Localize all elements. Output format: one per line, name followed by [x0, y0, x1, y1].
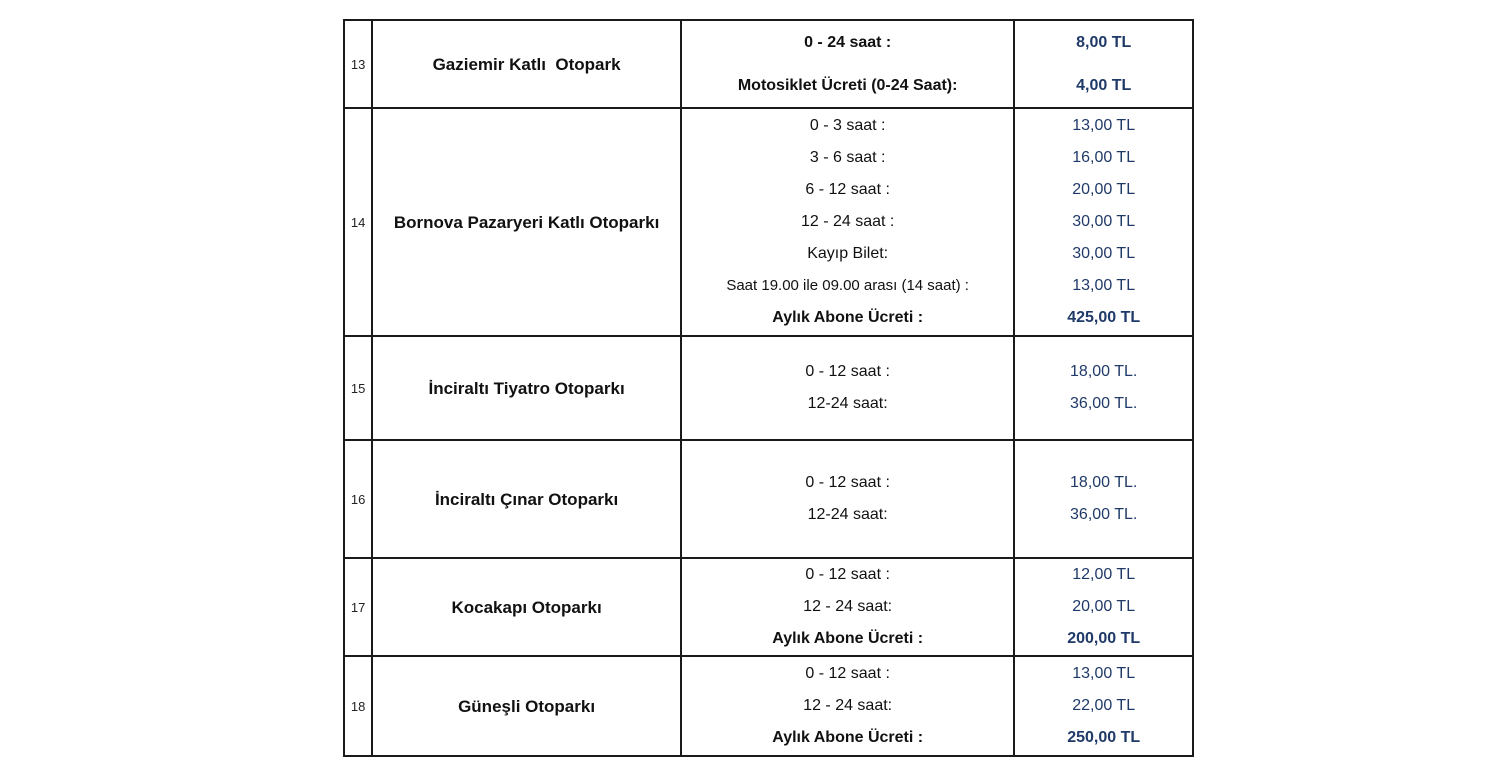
price-value: 30,00 TL [1072, 245, 1136, 262]
price-value: 20,00 TL [1072, 181, 1136, 198]
price-value: 36,00 TL. [1070, 395, 1138, 412]
row-number: 16 [344, 440, 372, 558]
price-cell [1014, 336, 1193, 440]
parking-name: Güneşli Otoparkı [372, 656, 681, 756]
parking-name: Bornova Pazaryeri Katlı Otoparkı [372, 108, 681, 336]
period-label: 6 - 12 saat : [805, 181, 890, 198]
row-number: 14 [344, 108, 372, 336]
table-row [344, 440, 1193, 558]
period-label: 0 - 12 saat : [805, 665, 890, 682]
price-cell [1014, 440, 1193, 558]
price-value: 13,00 TL [1072, 665, 1136, 682]
price-value: 250,00 TL [1067, 729, 1141, 746]
parking-name: İnciraltı Çınar Otoparkı [372, 440, 681, 558]
period-label: 12 - 24 saat: [803, 598, 893, 615]
period-label: 3 - 6 saat : [809, 149, 886, 166]
period-label: Motosiklet Ücreti (0-24 Saat): [737, 77, 958, 94]
table-row [344, 108, 1193, 336]
price-value: 12,00 TL [1072, 566, 1136, 583]
period-label: 0 - 12 saat : [805, 363, 890, 380]
price-value: 4,00 TL [1076, 77, 1132, 94]
period-cell [681, 558, 1014, 656]
parking-name: Gaziemir Katlı Otopark [372, 20, 681, 108]
price-value: 20,00 TL [1072, 598, 1136, 615]
period-cell [681, 108, 1014, 336]
period-label: 12 - 24 saat : [800, 213, 895, 230]
period-cell [681, 20, 1014, 108]
period-label: 0 - 12 saat : [805, 474, 890, 491]
period-label: Aylık Abone Ücreti : [772, 309, 924, 326]
row-number: 18 [344, 656, 372, 756]
price-value: 425,00 TL [1067, 309, 1141, 326]
period-label: Saat 19.00 ile 09.00 arası (14 saat) : [726, 277, 969, 294]
price-value: 13,00 TL [1072, 277, 1136, 294]
period-label: Kayıp Bilet: [807, 245, 889, 262]
period-label: 12-24 saat: [807, 395, 888, 412]
period-label: 12-24 saat: [807, 506, 888, 523]
price-cell [1014, 656, 1193, 756]
period-label: Aylık Abone Ücreti : [772, 729, 924, 746]
period-label: 0 - 3 saat : [809, 117, 886, 134]
price-value: 36,00 TL. [1070, 506, 1138, 523]
price-value: 8,00 TL [1076, 34, 1132, 51]
row-number: 15 [344, 336, 372, 440]
price-value: 13,00 TL [1072, 117, 1136, 134]
period-label: 12 - 24 saat: [803, 697, 893, 714]
row-number: 13 [344, 20, 372, 108]
price-value: 200,00 TL [1067, 630, 1141, 647]
price-cell [1014, 558, 1193, 656]
parking-name: İnciraltı Tiyatro Otoparkı [372, 336, 681, 440]
period-label: Aylık Abone Ücreti : [772, 630, 924, 647]
period-label: 0 - 12 saat : [805, 566, 890, 583]
parking-name: Kocakapı Otoparkı [372, 558, 681, 656]
price-cell [1014, 20, 1193, 108]
table-row [344, 336, 1193, 440]
row-number: 17 [344, 558, 372, 656]
period-cell [681, 656, 1014, 756]
table-row [344, 558, 1193, 656]
price-value: 18,00 TL. [1070, 474, 1138, 491]
table-row [344, 20, 1193, 108]
period-label: 0 - 24 saat : [804, 34, 892, 51]
price-cell [1014, 108, 1193, 336]
period-cell [681, 440, 1014, 558]
price-value: 22,00 TL [1072, 697, 1136, 714]
table-row [344, 656, 1193, 756]
parking-tariff-table [343, 19, 1194, 757]
price-value: 18,00 TL. [1070, 363, 1138, 380]
period-cell [681, 336, 1014, 440]
price-value: 30,00 TL [1072, 213, 1136, 230]
price-value: 16,00 TL [1072, 149, 1136, 166]
